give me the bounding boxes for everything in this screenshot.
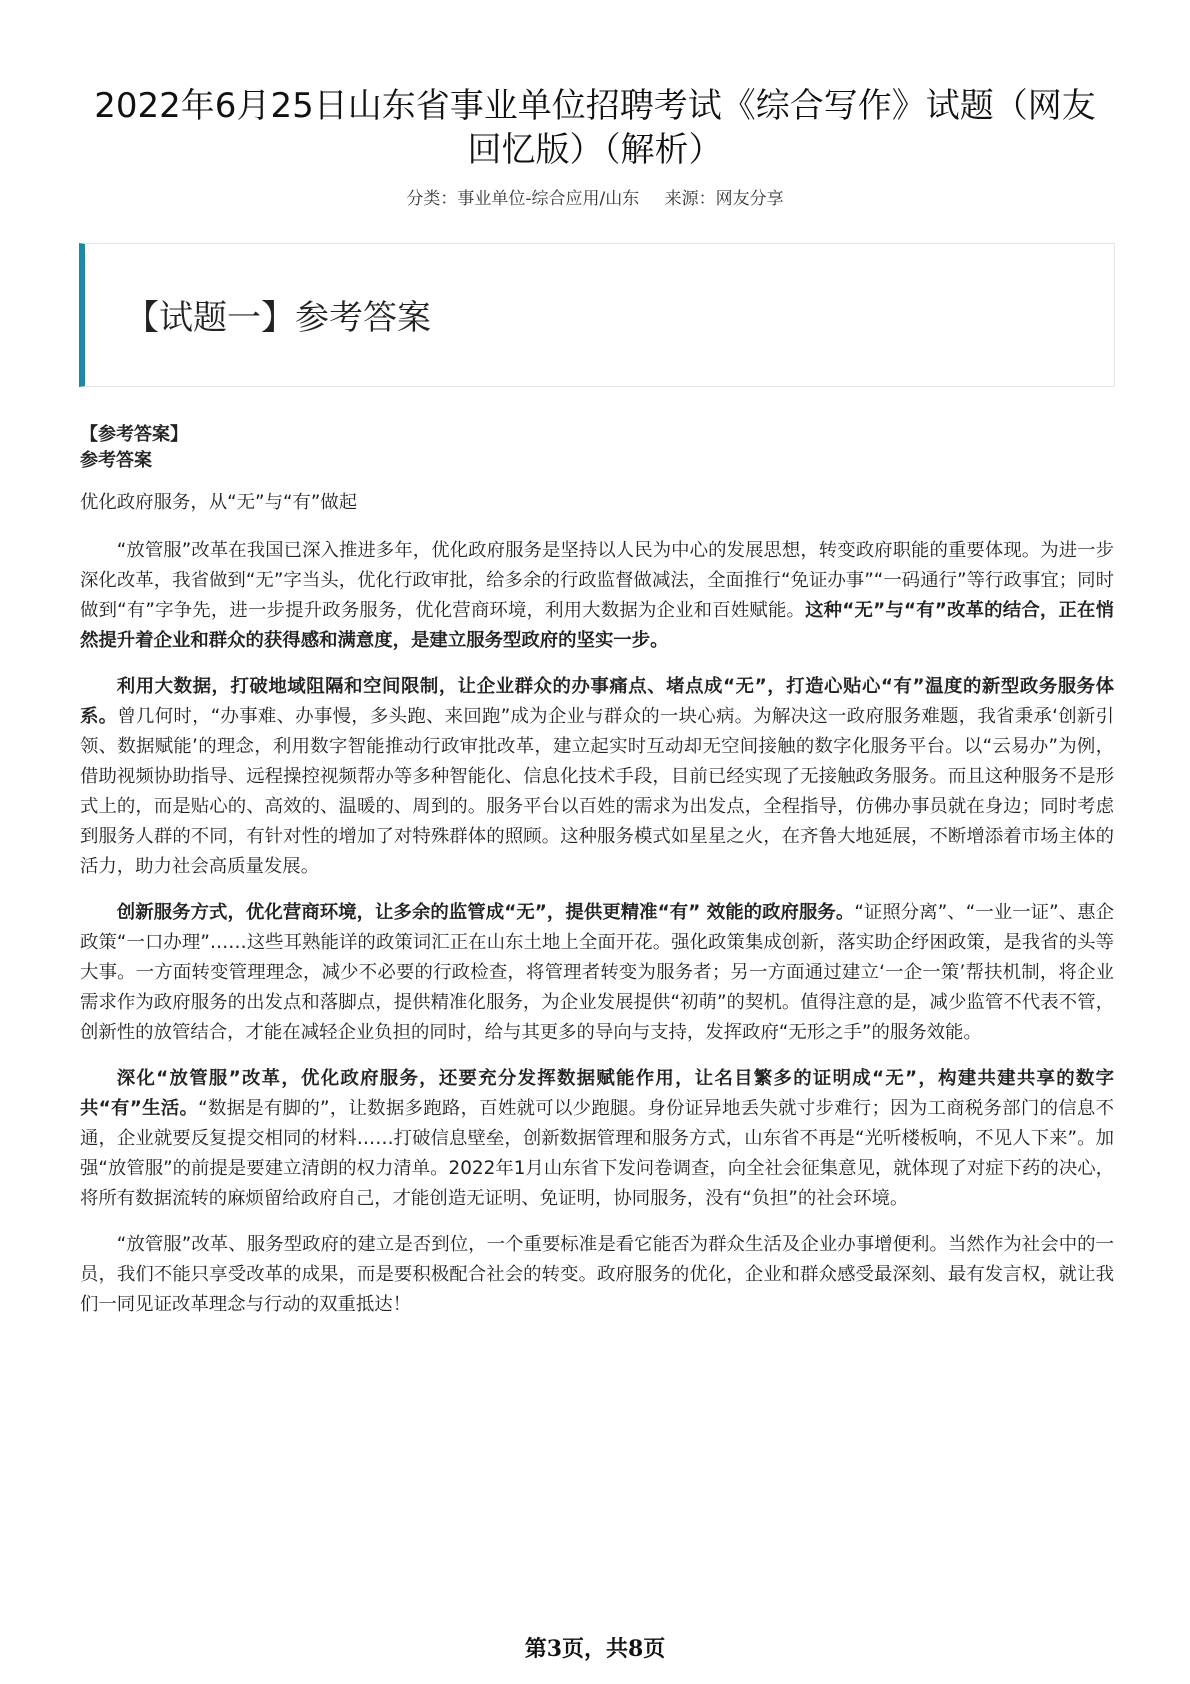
essay-paragraph-2 <box>80 672 1114 882</box>
answer-label: 【参考答案】 <box>80 424 188 445</box>
essay-paragraph-5 <box>80 1230 1114 1320</box>
section-heading: 【试题一】参考答案 <box>125 298 431 338</box>
paragraph-text: “放管服”改革、服务型政府的建立是否到位，一个重要标准是看它能否为群众生活及企业办事增便利。当然作为社会中的一员，我们不能只享受改革的成果，而是要积极配合社会的转变。政府服务的优化，企业和群众感受最深刻、最有发言权，就让我们一同见证改革理念与行动的双重抵达！ <box>80 1234 1114 1315</box>
source-text: 来源：网友分享 <box>664 189 784 209</box>
page-number: 第3页，共8页 <box>524 1636 666 1662</box>
article-meta <box>80 184 1110 209</box>
paragraph-text: 曾几何时，“办事难、办事慢，多头跑、来回跑”成为企业与群众的一块心病。为解决这一政府服务难题，我省秉承‘创新引领、数据赋能’的理念，利用数字智能推动行政审批改革，建立起实时互动却无空间接触的数字化服务平台。以“云易办”为例，借助视频协助指导、远程操控视频帮办等多种智能化、信息化技术手段，目前已经实现了无接触政务服务。而且这种服务不是形式上的，而是贴心的、高效的、温暖的、周到的。服务平台以百姓的需求为出发点，全程指导，仿佛办事员就在身边；同时考虑到服务人群的不同，有针对性的增加了对特殊群体的照顾。这种服务模式如星星之火，在齐鲁大地延展，不断增添着市场主体的活力，助力社会高质量发展。 <box>80 706 1114 877</box>
paragraph-text: “数据是有脚的”，让数据多跑路，百姓就可以少跑腿。身份证异地丢失就寸步难行；因为工商税务部门的信息不通，企业就要反复提交相同的材料……打破信息壁垒，创新数据管理和服务方式，山东省不再是“光听楼板响，不见人下来”。加强“放管服”的前提是要建立清朗的权力清单。2022年1月山东省下发问卷调查，向全社会征集意见，就体现了对症下药的决心，将所有数据流转的麻烦留给政府自己，才能创造无证明、免证明，协同服务，没有“负担”的社会环境。 <box>80 1098 1114 1209</box>
paragraph-emphasis: 利用大数据，打破地域阻隔和空间限制，让企业群众的办事痛点、堵点成“无”，打造心贴心“有”温度的新型政务服务体系。 <box>80 676 1114 727</box>
essay-paragraph-3 <box>80 898 1114 1048</box>
paragraph-emphasis: 这种“无”与“有”改革的结合，正在悄然提升着企业和群众的获得感和满意度，是建立服务型政府的坚实一步。 <box>80 600 1114 651</box>
category-text: 分类：事业单位-综合应用/山东 <box>406 189 640 209</box>
answer-sublabel: 参考答案 <box>80 450 152 471</box>
paragraph-text: “放管服”改革在我国已深入推进多年，优化政府服务是坚持以人民为中心的发展思想，转变政府职能的重要体现。为进一步深化改革，我省做到“无”字当头，优化行政审批，给多余的行政监督做减法，全面推行“免证办事”“一码通行”等行政事宜；同时做到“有”字争先，进一步提升政务服务，优化营商环境，利用大数据为企业和百姓赋能。 <box>80 540 1114 621</box>
paragraph-text: “证照分离”、“一业一证”、惠企政策“一口办理”……这些耳熟能详的政策词汇正在山东土地上全面开花。强化政策集成创新，落实助企纾困政策，是我省的头等大事。一方面转变管理理念，减少不必要的行政检查，将管理者转变为服务者；另一方面通过建立‘一企一策’帮扶机制，将企业需求作为政府服务的出发点和落脚点，提供精准化服务，为企业发展提供“初萌”的契机。值得注意的是，减少监管不代表不管，创新性的放管结合，才能在减轻企业负担的同时，给与其更多的导向与支持，发挥政府“无形之手”的服务效能。 <box>80 902 1114 1043</box>
section-header-box <box>79 243 1115 387</box>
essay-paragraph-4 <box>80 1064 1114 1214</box>
paragraph-emphasis: 创新服务方式，优化营商环境，让多余的监管成“无”，提供更精准“有” 效能的政府服务。 <box>116 902 855 923</box>
answer-content <box>80 422 1114 1336</box>
page-title: 2022年6月25日山东省事业单位招聘考试《综合写作》试题（网友回忆版）（解析） <box>94 86 1096 170</box>
essay-title: 优化政府服务，从“无”与“有”做起 <box>80 492 358 513</box>
paragraph-emphasis: 深化“放管服”改革，优化政府服务，还要充分发挥数据赋能作用，让名目繁多的证明成“无”，构建共建共享的数字共“有”生活。 <box>80 1068 1114 1119</box>
essay-paragraph-1 <box>80 536 1114 656</box>
